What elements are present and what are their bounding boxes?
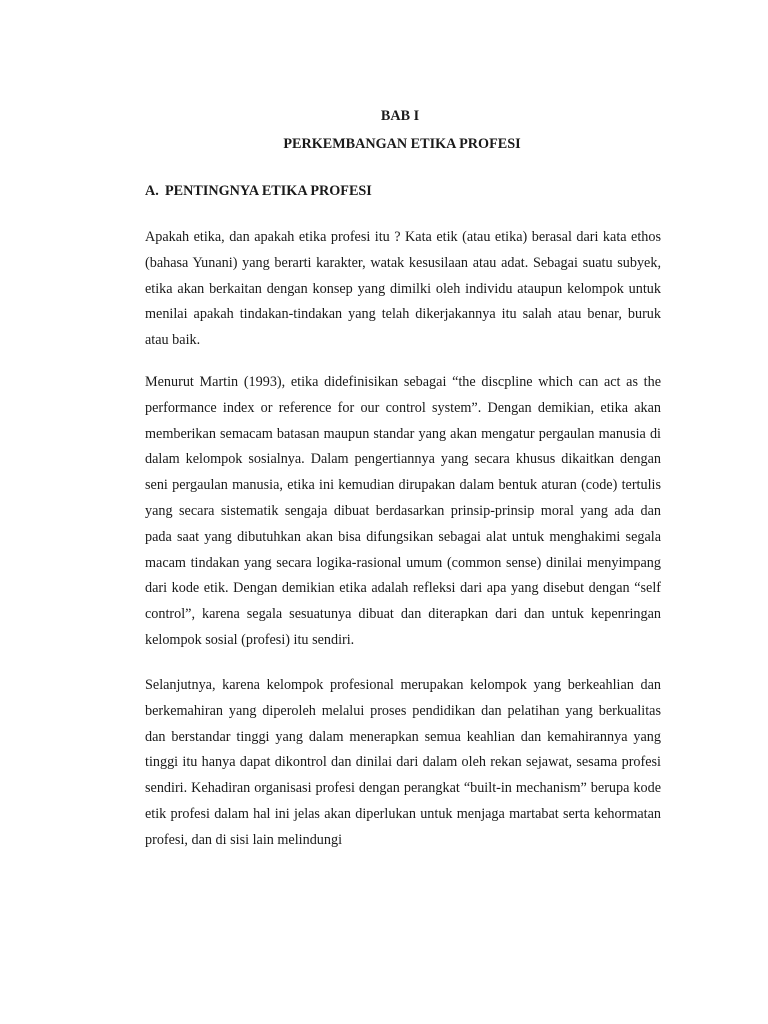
- section-heading: [145, 182, 372, 200]
- chapter-number: BAB I: [380, 108, 420, 124]
- paragraph: Apakah etika, dan apakah etika profesi itu ? Kata etik (atau etika) berasal dari kata ethos (bahasa Yunani) yang berarti karakter, watak kesusilaan atau adat. Sebagai suatu subyek, etika akan berkaitan dengan konsep yang dimilki oleh individu ataupun kelompok untuk menilai apakah tindakan-tindakan yang telah dikerjakannya itu salah atau benar, buruk atau baik.: [145, 229, 661, 349]
- paragraph: Menurut Martin (1993), etika didefinisikan sebagai “the discpline which can act as the performance index or reference for our control system”. Dengan demikian, etika akan memberikan semacam batasan maupun standar yang akan mengatur pergaulan manusia di dalam kelompok sosialnya. Dalam pengertiannya yang secara khusus dikaitkan dengan seni pergaulan manusia, etika ini kemudian dirupakan dalam bentuk aturan (code) tertulis yang secara sistematik sengaja dibuat berdasarkan prinsip-prinsip moral yang ada dan pada saat yang dibutuhkan akan bisa difungsikan sebagai alat untuk menghakimi segala macam tindakan yang secara logika-rasional umum (common sense) dinilai menyimpang dari kode etik. Dengan demikian etika adalah refleksi dari apa yang disebut dengan “self control”, karena segala sesuatunya dibuat dan diterapkan dari dan untuk kepenringan kelompok sosial (profesi) itu sendiri.: [145, 374, 661, 648]
- chapter-title: PERKEMBANGAN ETIKA PROFESI: [283, 136, 521, 152]
- section-letter: A.: [145, 183, 159, 199]
- section-title: PENTINGNYA ETIKA PROFESI: [165, 183, 372, 199]
- paragraph: Selanjutnya, karena kelompok profesional merupakan kelompok yang berkeahlian dan berkemahiran yang diperoleh melalui proses pendidikan dan pelatihan yang berkualitas dan berstandar tinggi yang dalam menerapkan semua keahlian dan kemahirannya yang tinggi itu hanya dapat dikontrol dan dinilai dari dalam oleh rekan sejawat, sesama profesi sendiri. Kehadiran organisasi profesi dengan perangkat “built-in mechanism” berupa kode etik profesi dalam hal ini jelas akan diperlukan untuk menjaga martabat serta kehormatan profesi, dan di sisi lain melindungi: [145, 677, 661, 848]
